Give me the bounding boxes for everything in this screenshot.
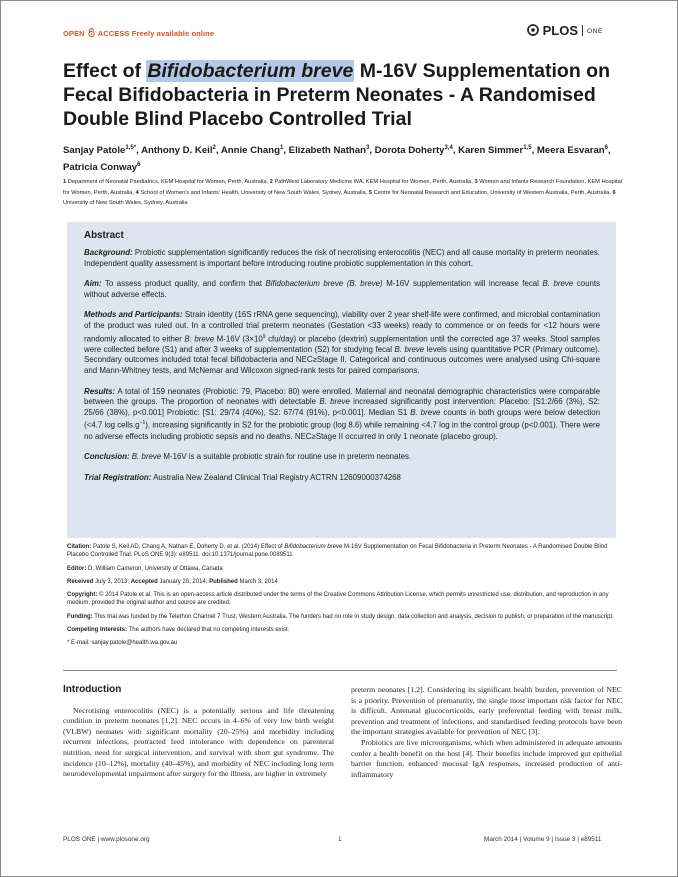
author-name: Meera Esvaran — [536, 145, 605, 157]
affiliation-number: 2 — [269, 179, 273, 185]
introduction-paragraph: Necrotising enterocolitis (NEC) is a potentially serious and life threatening condition in preterm neonates [1,2]. NEC occurs in 4–6% of very low birth weight (VLBW) neonates with significant mortality (20–25%) and morbidity including recurrent infections, protracted feed intolerance with dependence on parenteral nutrition, need for surgical intervention, and survival with short gut syndrome. The incidence (10–12%), mortality (40–45%), and morbidity of NEC including long term neurodevelopmental impairment after surgery for the illness, are higher in extremely — [63, 705, 334, 779]
author-affiliation-marker: 3,4 — [444, 145, 453, 151]
title-prefix: Effect of — [63, 60, 147, 82]
plos-logo-text: PLOS — [542, 23, 579, 38]
open-access-lock-icon — [88, 28, 95, 39]
introduction-left-column — [63, 685, 334, 780]
abstract-heading: Abstract — [84, 230, 124, 241]
author-name: Elizabeth Nathan — [288, 145, 366, 157]
author-name: Annie Chang — [220, 145, 280, 157]
author-affiliation-marker: 3 — [365, 145, 370, 151]
title-highlighted-organism: Bifidobacterium breve — [147, 60, 354, 82]
abstract-conclusion: Conclusion: B. breve M-16V is a suitable probiotic strain for routine use in preterm neonates. — [84, 452, 412, 462]
abstract-results: Results: A total of 159 neonates (Probiotic: 79, Placebo: 80) were enrolled. Maternal and neonatal demographic characteristics were comparable between the groups. The proportion of neonates with detectable B. breve increased significantly post intervention: Placebo: [S1:2/66 (3%), S2: 25/66 (38%), p<0.001] Probiotic: [S1: 29/74 (40%), S2: 67/74 (91%), p<0.001]. Median S1 B. breve counts in both groups were below detection (<4.7 $\log cells.g^{-1}$), increasing significantly in S2 for the probiotic group (log 8.6) while remaining <4.7 log in the control group (p<0.001). There were no adverse effects including probiotic sepsis and no deaths. NEC≥Stage II occurred in only 1 neonate (placebo group). — [84, 386, 600, 441]
competing-interests-line: Competing Interests: The authors have declared that no competing interests exist. — [67, 627, 290, 634]
affiliation-number: 1 — [63, 179, 67, 185]
introduction-paragraph: Probiotics are live microorganisms, which when administered in adequate amounts confer a health benefit on the host [4]. Their benefits include improved gut epithelial barrier function, enhanced mucosal IgA responses, increased production of anti-inflammatory — [351, 737, 622, 779]
article-metadata — [67, 543, 616, 653]
abstract-box — [67, 222, 616, 538]
corresponding-email: * E-mail: sanjay.patole@health.wa.gov.au — [67, 640, 178, 647]
logo-separator — [582, 25, 583, 36]
introduction-paragraph-continued: preterm neonates [1,2]. Considering its significant health burden, prevention of NEC is a priority. Prevention of prematurity, the single most important risk factor for NEC is difficult. Antenatal glucocorticoids, early preferential feeding with breast milk, prevention and treatment of infections, and standardised feeding protocols have been the important strategies available for prevention of NEC [3]. — [351, 685, 622, 737]
editor-line: Editor: D. William Cameron, University of Ottawa, Canada — [67, 565, 223, 572]
introduction-right-column — [351, 685, 622, 780]
introduction-heading: Introduction — [63, 684, 122, 695]
author-affiliation-marker: 2 — [212, 145, 216, 151]
author-affiliation-marker: 6 — [604, 145, 608, 151]
affiliation-text: University of New South Wales, Sydney, Australia — [63, 200, 188, 206]
abstract-background: Background: Probiotic supplementation significantly reduces the risk of necrotising enterocolitis (NEC) and all cause mortality in preterm neonates. Independent quality assessment is important before introducing routine probiotic supplementation in this cohort. — [84, 248, 600, 268]
affiliation-number: 4 — [135, 189, 139, 196]
affiliation-text: PathWest Laboratory Medicine WA, KEM Hospital for Women, Perth, Australia, — [274, 179, 475, 185]
author-list: Sanjay Patole$^{1,5*}$, Anthony D. Keil$^2$, Annie Chang$^1$, Elizabeth Nathan$^3$, Dorota Doherty$^{3,4}$, Karen Simmer$^{1,5}$, Meera Esvaran$^6$, Patricia Conway$^6$ — [63, 145, 611, 174]
author-affiliation-marker: 1 — [279, 145, 284, 151]
affiliation-number: 5 — [368, 189, 372, 196]
author-affiliation-marker: 1,5* — [125, 145, 137, 151]
author-affiliation-marker: 1,5 — [523, 145, 532, 151]
abstract-trial-registration: Trial Registration: Australia New Zealand Clinical Trial Registry ACTRN 12609000374268 — [84, 472, 401, 482]
author-name: Karen Simmer — [458, 145, 524, 157]
affiliation-number: 3 — [474, 179, 478, 185]
affiliations — [63, 177, 623, 209]
author-name: Dorota Doherty — [374, 145, 445, 157]
section-divider — [63, 670, 617, 671]
abstract-aim: Aim: To assess product quality, and confirm that Bifidobacterium breve (B. breve) M-16V supplementation will increase fecal B. breve counts without adverse effects. — [84, 279, 600, 299]
affiliation-text: Centre for Neonatal Research and Education, University of Western Australia, Perth, Australia, — [373, 189, 613, 196]
article-title — [63, 59, 633, 131]
affiliation-text: Department of Neonatal Paediatrics, KEM Hospital for Women, Perth, Australia, — [67, 179, 270, 185]
title-rest: M-16V Supplementation on Fecal Bifidobacteria in Preterm Neonates - A Randomised Double Blind Placebo Controlled Trial — [63, 60, 610, 130]
author-name: Patricia Conway — [63, 162, 138, 174]
citation-line: Citation: Patole S, Keil AD, Chang A, Nathan E, Doherty D, et al. (2014) Effect of Bifidobacterium breve M-16V Supplementation on Fecal Bifidobacteria in Preterm Neonates - A Randomised Double Blind Placebo Controlled Trial. PLoS ONE 9(3): e89511. doi:10.1371/journal.pone.0089511 — [67, 544, 608, 559]
affiliation-number: 6 — [612, 189, 616, 196]
author-name: Anthony D. Keil — [141, 145, 213, 157]
open-access-banner — [63, 28, 214, 39]
abstract-methods: Methods and Participants: Strain identity (16S rRNA gene sequencing), viability over 2 year shelf-life were confirmed, and microbial contamination of the product was ruled out. In a controlled trial preterm neonates (Gestation <33 weeks) ready to commence or on feeds for <12 hours were randomly allocated to either B. breve M-16V ($3\times 10^9$ cfu/day) or placebo (dextrin) supplementation until the corrected age 37 weeks. Stool samples were collected before (S1) and after 3 weeks of supplementation (S2) for studying fecal B. breve levels using quantitative PCR (Primary outcome). Secondary outcomes included total fecal bifidobacteria and NEC≥Stage II. Categorical and continuous outcomes were analysed using Chi-square and Mann-Whitney tests, and McNemar and Wilcoxon signed-rank tests for paired comparisons. — [84, 310, 600, 375]
open-access-text: ACCESS Freely available online — [97, 29, 215, 38]
author-affiliation-marker: 6 — [137, 162, 141, 169]
open-access-label: OPEN — [63, 29, 85, 38]
footer-page-number: 1 — [338, 836, 342, 843]
plos-logo-icon — [527, 23, 543, 38]
affiliation-text: Women and Infants Research Foundation, KEM Hospital for Women, Perth, Australia, — [63, 179, 622, 196]
plos-one-logo — [527, 23, 603, 38]
footer-issue: March 2014 | Volume 9 | Issue 3 | e89511 — [484, 836, 602, 843]
footer-journal: PLOS ONE | www.plosone.org — [63, 836, 150, 843]
affiliation-text: School of Women's and Infants' Health, University of New South Wales, Sydney, Australia, — [140, 189, 369, 196]
plos-logo-suffix: ONE — [587, 28, 603, 35]
dates-line: Received July 3, 2013; Accepted January 20, 2014; Published March 3, 2014 — [67, 578, 278, 585]
copyright-line: Copyright: © 2014 Patole et al. This is an open-access article distributed under the terms of the Creative Commons Attribution License, which permits unrestricted use, distribution, and reproduction in any medium, provided the original author and source are credited. — [67, 592, 609, 607]
author-name: Sanjay Patole — [63, 145, 126, 157]
funding-line: Funding: This trial was funded by the Telethon Channel 7 Trust, Western Australia. The funders had no role in study design, data collection and analysis, decision to publish, or preparation of the manuscript. — [67, 613, 614, 620]
